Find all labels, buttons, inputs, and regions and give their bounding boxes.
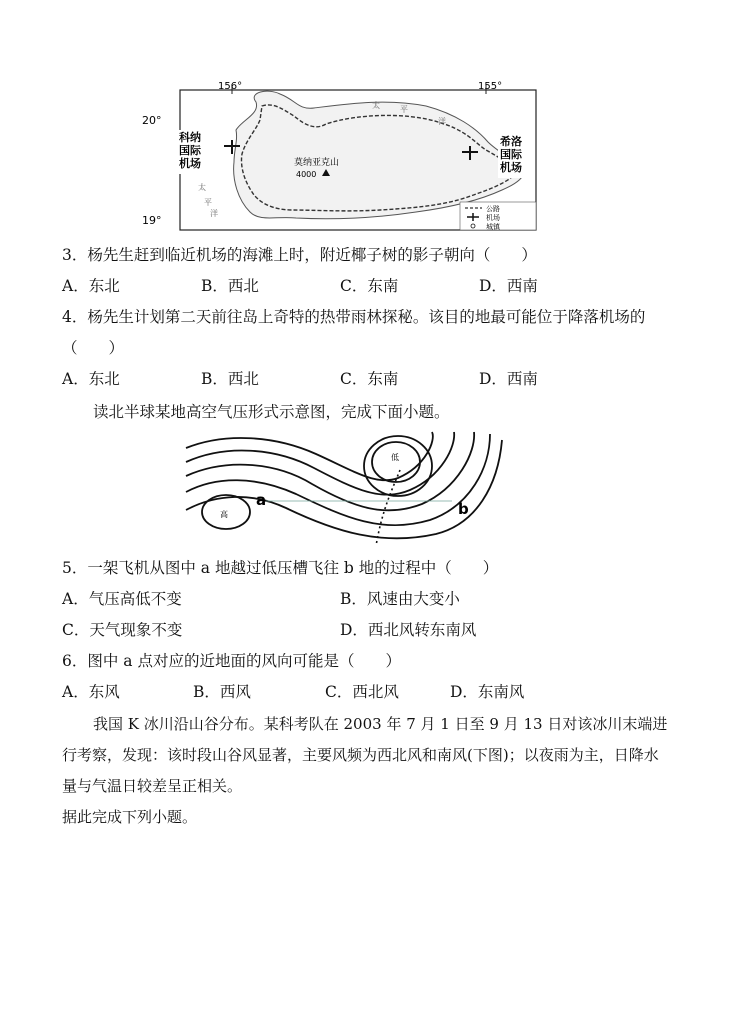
hilo-airport-label-2: 国际 bbox=[500, 148, 522, 161]
hilo-airport-label-3: 机场 bbox=[500, 161, 522, 174]
q3-option-d: D．西南 bbox=[479, 277, 538, 295]
island-map bbox=[142, 80, 538, 232]
q6-option-a: A．东风 bbox=[62, 683, 120, 701]
glacier-intro-line-2: 行考察，发现：该时段山谷风显著，主要风频为西北风和南风(下图)；以夜雨为主，日降水 bbox=[62, 746, 659, 764]
q6-stem: 6．图中 a 点对应的近地面的风向可能是（ ） bbox=[62, 652, 401, 670]
isobar-2 bbox=[186, 432, 454, 495]
lat-south-label: 19° bbox=[142, 214, 162, 227]
lat-north-label: 20° bbox=[142, 114, 162, 127]
legend-airport: 机场 bbox=[486, 214, 500, 222]
mountain-label: 莫纳亚克山 bbox=[294, 158, 340, 168]
q4-option-d: D．西南 bbox=[479, 370, 538, 388]
kona-airport-label-1: 科纳 bbox=[179, 131, 201, 144]
q4-stem: 4．杨先生计划第二天前往岛上奇特的热带雨林探秘。该目的地最可能位于降落机场的 bbox=[62, 308, 646, 326]
low-isobar-inner bbox=[372, 442, 420, 482]
pressure-intro: 读北半球某地高空气压形式示意图，完成下面小题。 bbox=[93, 403, 450, 421]
q3-option-b: B．西北 bbox=[201, 277, 259, 295]
q5-option-c: C．天气现象不变 bbox=[62, 621, 183, 639]
ocean-char: 平 bbox=[204, 198, 212, 207]
legend-road: 公路 bbox=[486, 205, 500, 213]
low-isobar-outer bbox=[364, 436, 432, 496]
ocean-char: 平 bbox=[400, 105, 408, 114]
point-b-label: b bbox=[458, 500, 469, 518]
ocean-char: 太 bbox=[372, 101, 380, 110]
pressure-figure bbox=[186, 430, 504, 548]
low-label: 低 bbox=[391, 453, 399, 462]
q5-stem: 5．一架飞机从图中 a 地越过低压槽飞往 b 地的过程中（ ） bbox=[62, 559, 499, 577]
q3-option-a: A．东北 bbox=[62, 277, 120, 295]
high-label: 高 bbox=[220, 510, 228, 519]
elevation-label: 4000 bbox=[296, 170, 317, 179]
q5-option-a: A．气压高低不变 bbox=[62, 590, 182, 608]
glacier-intro-line-3: 量与气温日较差呈正相关。 bbox=[62, 777, 243, 795]
q4-stem-cont: （ ） bbox=[62, 339, 125, 357]
ocean-char: 洋 bbox=[438, 117, 446, 126]
ocean-char: 太 bbox=[198, 183, 206, 192]
island-map-figure bbox=[142, 80, 538, 232]
hilo-airport-label-1: 希洛 bbox=[500, 135, 522, 148]
q6-option-b: B．西风 bbox=[193, 683, 251, 701]
q5-option-b: B．风速由大变小 bbox=[340, 590, 460, 608]
q4-option-c: C．东南 bbox=[340, 370, 399, 388]
point-a-label: a bbox=[256, 491, 267, 509]
q4-option-a: A．东北 bbox=[62, 370, 120, 388]
pressure-diagram bbox=[186, 430, 504, 548]
kona-airport-label-3: 机场 bbox=[179, 157, 201, 170]
isobar-5 bbox=[186, 440, 502, 538]
q5-option-d: D．西北风转东南风 bbox=[340, 621, 477, 639]
q6-option-c: C．西北风 bbox=[325, 683, 399, 701]
q3-stem: 3．杨先生赶到临近机场的海滩上时，附近椰子树的影子朝向（ ） bbox=[62, 246, 537, 264]
q6-option-d: D．东南风 bbox=[450, 683, 525, 701]
q3-option-c: C．东南 bbox=[340, 277, 399, 295]
q4-option-b: B．西北 bbox=[201, 370, 259, 388]
legend-town: 城镇 bbox=[486, 223, 500, 231]
lon-west-label: 156° bbox=[218, 81, 243, 92]
lon-east-label: 155° bbox=[478, 81, 503, 92]
glacier-intro-line-1: 我国 K 冰川沿山谷分布。某科考队在 2003 年 7 月 1 日至 9 月 13 日对该冰川末端进 bbox=[93, 715, 668, 733]
ocean-char: 洋 bbox=[210, 209, 218, 218]
kona-airport-label-2: 国际 bbox=[179, 144, 201, 157]
map-legend bbox=[460, 202, 536, 231]
glacier-intro-line-4: 据此完成下列小题。 bbox=[62, 808, 198, 826]
